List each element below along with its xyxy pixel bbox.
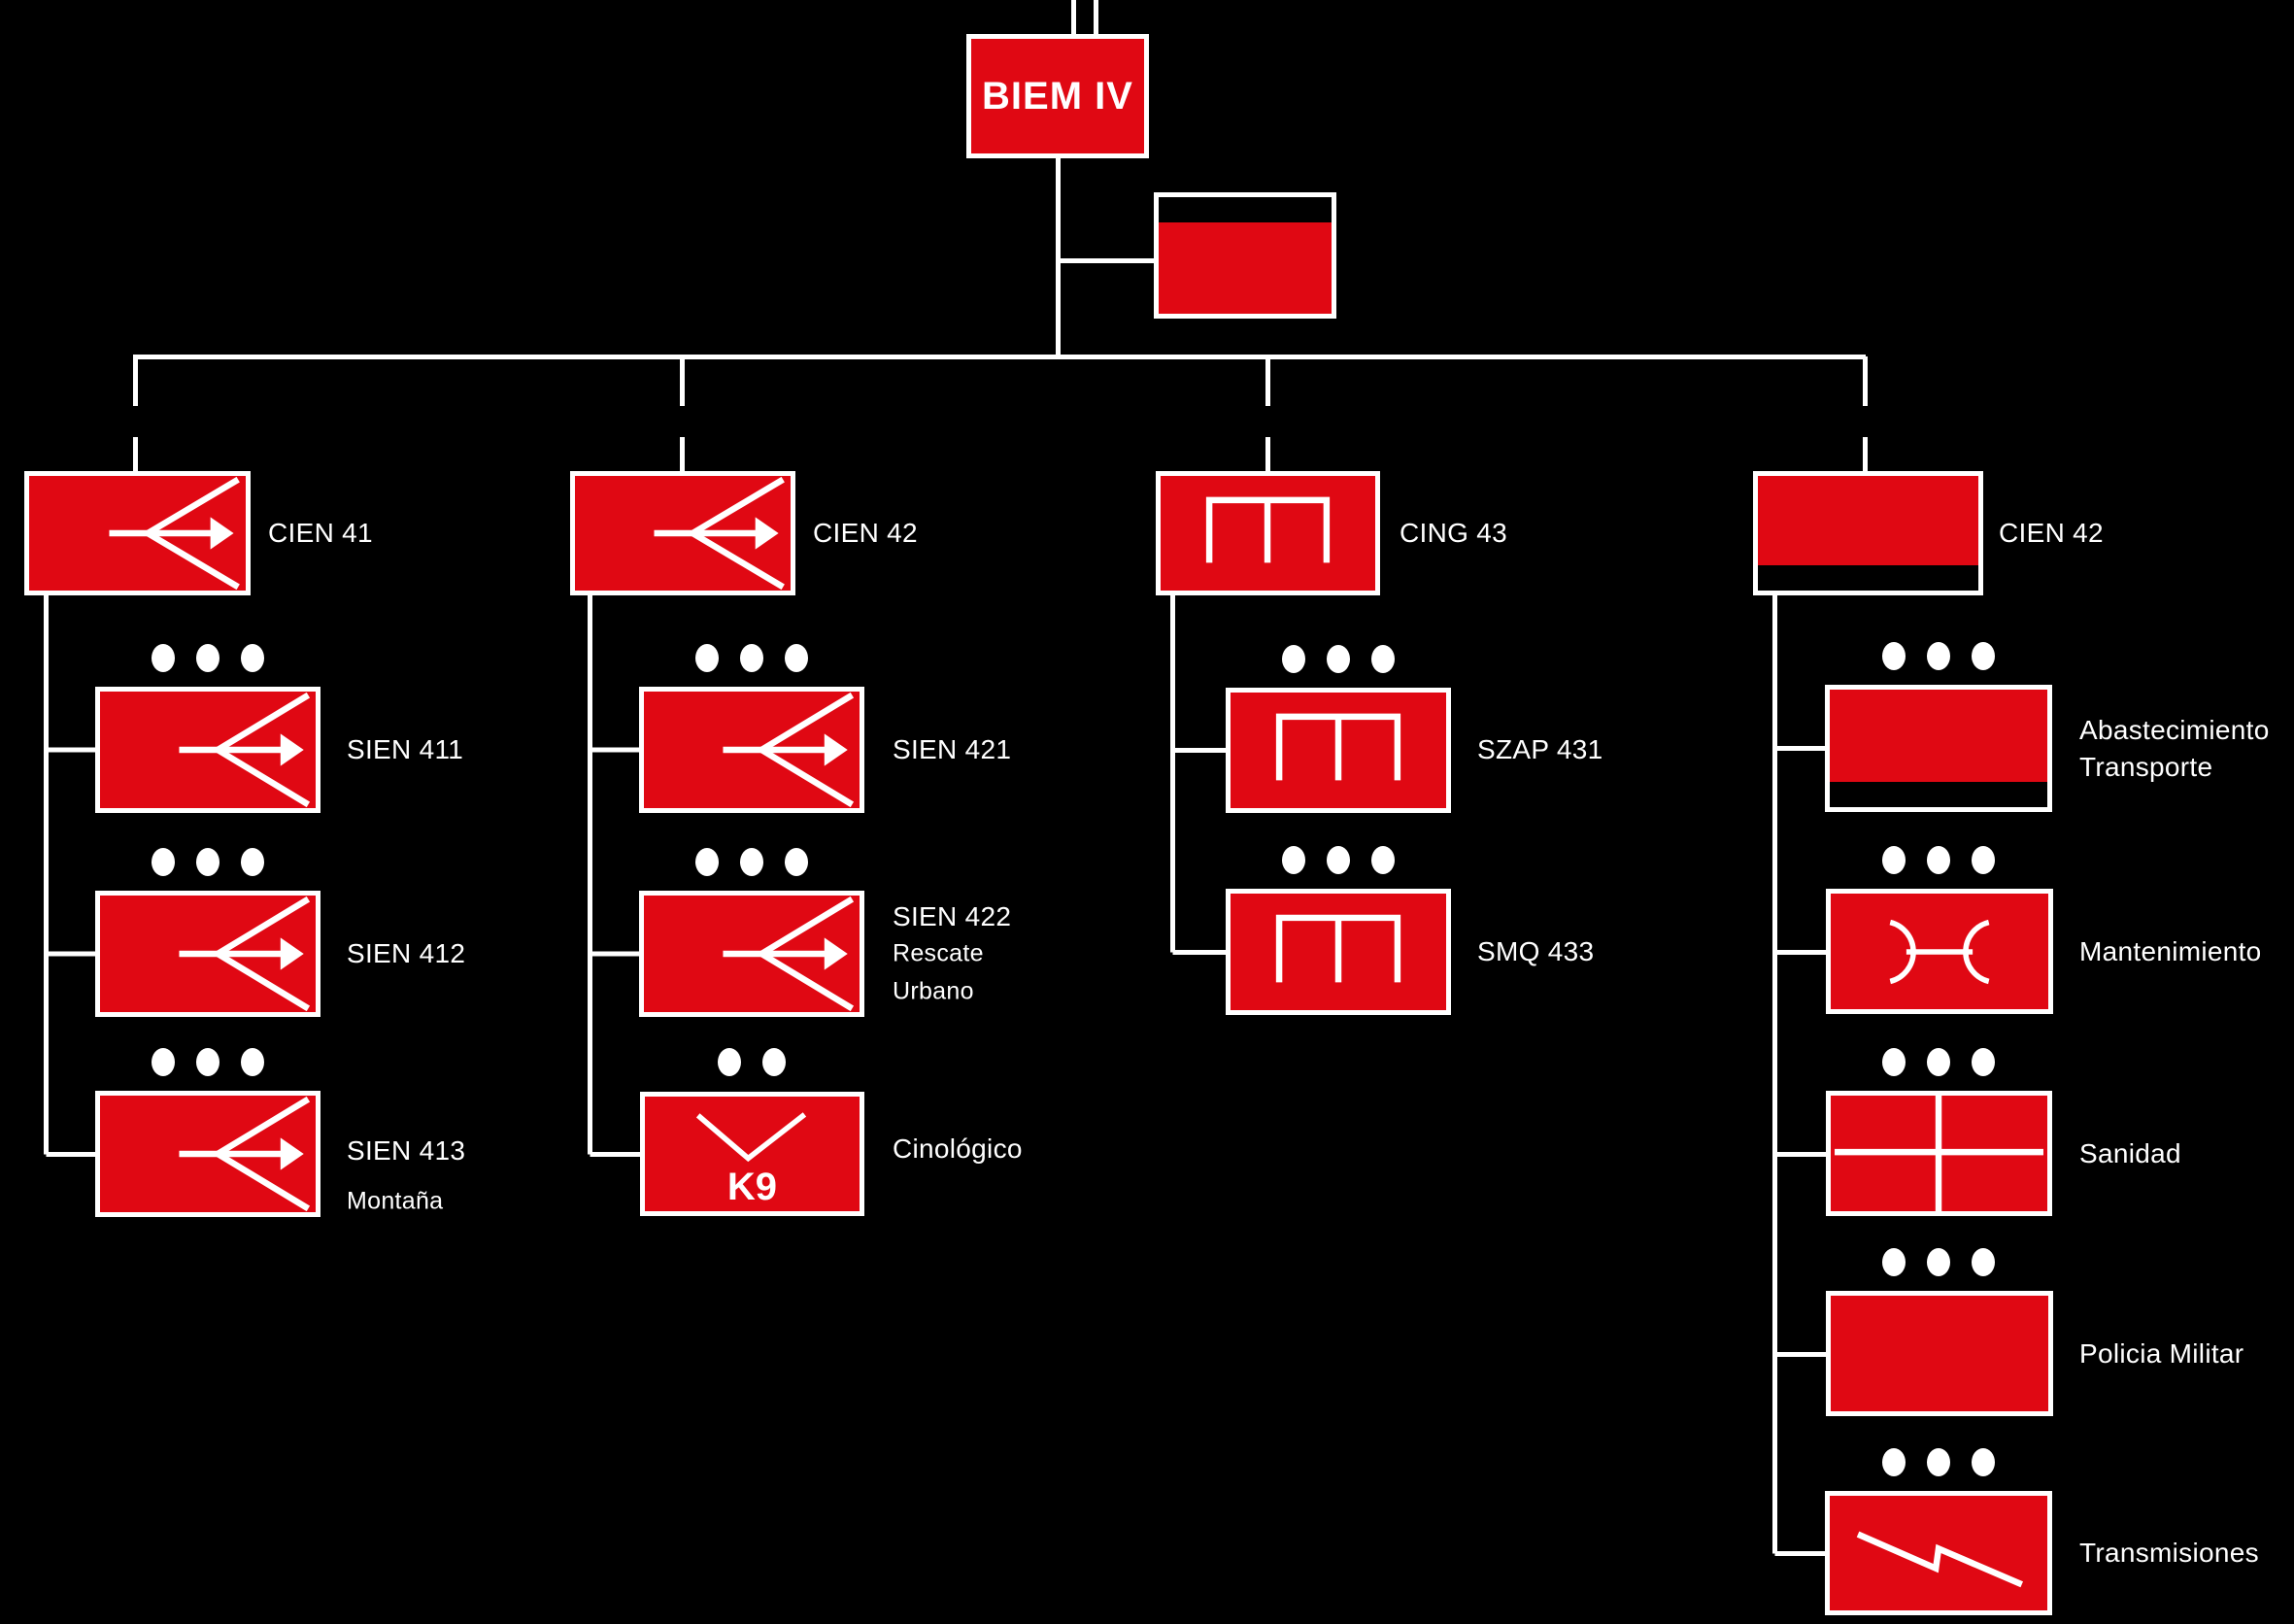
echelon-dots (1882, 1048, 1995, 1076)
unit-box-sien-422 (639, 891, 864, 1017)
unit-label-policia-militar: Policia Militar (2079, 1338, 2244, 1369)
echelon-bar-icon (1094, 0, 1098, 34)
echelon-dots (1282, 846, 1395, 874)
unit-box-abastecimiento (1825, 685, 2052, 812)
echelon-dots (1882, 1248, 1995, 1276)
unit-label-sien-413: SIEN 413 (347, 1135, 466, 1166)
unit-box-smq-433 (1226, 889, 1451, 1015)
unit-label-smq-433: SMQ 433 (1477, 936, 1595, 966)
unit-box-sien-413 (95, 1091, 320, 1217)
unit-label-sien-411: SIEN 411 (347, 734, 464, 764)
echelon-bar-icon (1071, 0, 1076, 34)
unit-label-cing-43: CING 43 (1400, 518, 1508, 548)
echelon-dots (152, 644, 264, 672)
echelon-dots (1882, 642, 1995, 670)
unit-box-transmisiones (1825, 1491, 2052, 1615)
unit-box-cien-42 (570, 471, 795, 595)
unit-label-cien-42: CIEN 42 (813, 518, 918, 548)
unit-label-sien-422: SIEN 422 (893, 901, 1012, 931)
unit-sublabel-montana: Montaña (347, 1187, 444, 1215)
unit-label-abastecimiento: Abastecimiento (2079, 715, 2270, 745)
maintenance-icon (1831, 894, 2048, 1009)
unit-sublabel-transporte: Transporte (2079, 752, 2213, 782)
unit-box-cien-41 (24, 471, 251, 595)
medical-cross-icon (1831, 1096, 2047, 1211)
signal-bolt-icon (1830, 1496, 2047, 1610)
echelon-dots (152, 848, 264, 876)
unit-sublabel-urbano: Urbano (893, 977, 974, 1005)
unit-box-biem-iv (966, 34, 1149, 158)
unit-label-transmisiones: Transmisiones (2079, 1538, 2259, 1568)
intervention-arrow-icon (100, 896, 316, 1012)
intervention-arrow-icon (100, 1096, 316, 1212)
echelon-dots (152, 1048, 264, 1076)
echelon-dots (718, 1048, 786, 1076)
unit-box-cien-42-log (1753, 471, 1983, 595)
engineer-icon (1231, 894, 1446, 1010)
unit-label-cinologico: Cinológico (893, 1133, 1023, 1164)
echelon-dots (1882, 1448, 1995, 1476)
unit-label-cien-42-log: CIEN 42 (1999, 518, 2104, 548)
unit-box-cing-43 (1156, 471, 1380, 595)
root-unit-label: BIEM IV (982, 74, 1133, 118)
unit-box-sien-412 (95, 891, 320, 1017)
unit-sublabel-rescate: Rescate (893, 939, 984, 967)
echelon-dots (695, 644, 808, 672)
unit-box-k9 (640, 1092, 864, 1216)
engineer-icon (1231, 693, 1446, 808)
unit-box-sanidad (1826, 1091, 2052, 1216)
unit-box-policia-militar (1826, 1291, 2053, 1416)
k9-box-text: K9 (726, 1166, 778, 1208)
engineer-icon (1161, 476, 1375, 591)
unit-box-mantenimiento (1826, 889, 2053, 1014)
intervention-arrow-icon (575, 476, 791, 591)
unit-label-sien-421: SIEN 421 (893, 734, 1012, 764)
echelon-dots (1882, 846, 1995, 874)
intervention-arrow-icon (644, 692, 860, 808)
unit-label-sien-412: SIEN 412 (347, 938, 466, 968)
staff-unit-box (1154, 192, 1336, 319)
echelon-dots (695, 848, 808, 876)
intervention-arrow-icon (29, 476, 246, 591)
unit-label-cien-41: CIEN 41 (268, 518, 373, 548)
unit-label-szap-431: SZAP 431 (1477, 734, 1603, 764)
unit-box-sien-421 (639, 687, 864, 813)
unit-label-mantenimiento: Mantenimiento (2079, 936, 2262, 966)
intervention-arrow-icon (100, 692, 316, 808)
intervention-arrow-icon (644, 896, 860, 1012)
unit-box-szap-431 (1226, 688, 1451, 813)
unit-box-sien-411 (95, 687, 320, 813)
echelon-dots (1282, 645, 1395, 673)
unit-label-sanidad: Sanidad (2079, 1138, 2181, 1168)
